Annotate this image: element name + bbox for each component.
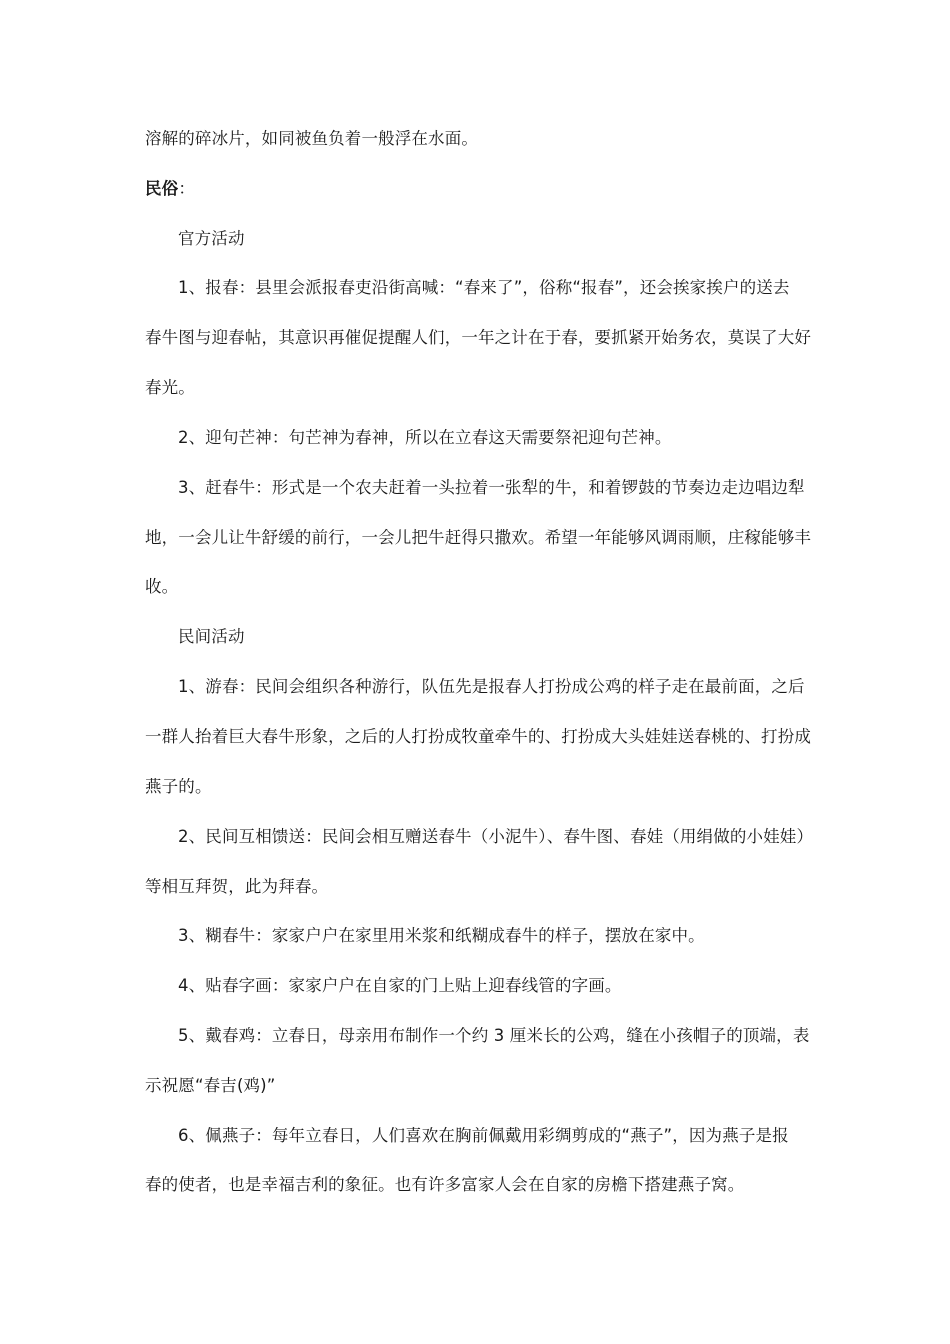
paragraph-line: 1、报春：县里会派报春吏沿街高喊：“春来了”，俗称“报春”，还会挨家挨户的送去 bbox=[178, 278, 790, 297]
subsection-heading: 民间活动 bbox=[178, 627, 245, 646]
paragraph-line: 地，一会儿让牛舒缓的前行，一会儿把牛赶得只撒欢。希望一年能够风调雨顺，庄稼能够丰 bbox=[145, 528, 811, 547]
paragraph-line: 1、游春：民间会组织各种游行，队伍先是报春人打扮成公鸡的样子走在最前面，之后 bbox=[178, 677, 805, 696]
paragraph-line: 溶解的碎冰片，如同被鱼负着一般浮在水面。 bbox=[145, 129, 478, 148]
section-heading-label: 民俗 bbox=[145, 179, 179, 198]
section-heading-colon: ： bbox=[178, 179, 195, 198]
paragraph-line: 一群人抬着巨大春牛形象，之后的人打扮成牧童牵牛的、打扮成大头娃娃送春桃的、打扮成 bbox=[145, 727, 811, 746]
paragraph-line: 等相互拜贺，此为拜春。 bbox=[145, 877, 329, 896]
section-heading bbox=[145, 178, 195, 200]
subsection-heading: 官方活动 bbox=[178, 229, 245, 248]
paragraph-line: 3、赶春牛：形式是一个农夫赶着一头拉着一张犁的牛，和着锣鼓的节奏边走边唱边犁 bbox=[178, 478, 805, 497]
paragraph-line: 5、戴春鸡：立春日，母亲用布制作一个约 3 厘米长的公鸡，缝在小孩帽子的顶端，表 bbox=[178, 1026, 810, 1045]
paragraph-line: 春的使者，也是幸福吉利的象征。也有许多富家人会在自家的房檐下搭建燕子窝。 bbox=[145, 1175, 745, 1194]
paragraph-line: 收。 bbox=[145, 577, 179, 596]
paragraph-line: 春光。 bbox=[145, 378, 195, 397]
paragraph-line: 春牛图与迎春帖，其意识再催促提醒人们，一年之计在于春，要抓紧开始务农，莫误了大好 bbox=[145, 328, 811, 347]
paragraph-line: 2、民间互相馈送：民间会相互赠送春牛（小泥牛）、春牛图、春娃（用绢做的小娃娃） bbox=[178, 827, 814, 846]
paragraph-line: 6、佩燕子：每年立春日，人们喜欢在胸前佩戴用彩绸剪成的“燕子”，因为燕子是报 bbox=[178, 1126, 789, 1145]
paragraph-line: 示祝愿“春吉(鸡)” bbox=[145, 1076, 276, 1095]
paragraph-line: 3、糊春牛：家家户户在家里用米浆和纸糊成春牛的样子，摆放在家中。 bbox=[178, 926, 705, 945]
paragraph-line: 4、贴春字画：家家户户在自家的门上贴上迎春线管的字画。 bbox=[178, 976, 622, 995]
paragraph-line: 2、迎句芒神：句芒神为春神，所以在立春这天需要祭祀迎句芒神。 bbox=[178, 428, 672, 447]
paragraph-line: 燕子的。 bbox=[145, 777, 212, 796]
